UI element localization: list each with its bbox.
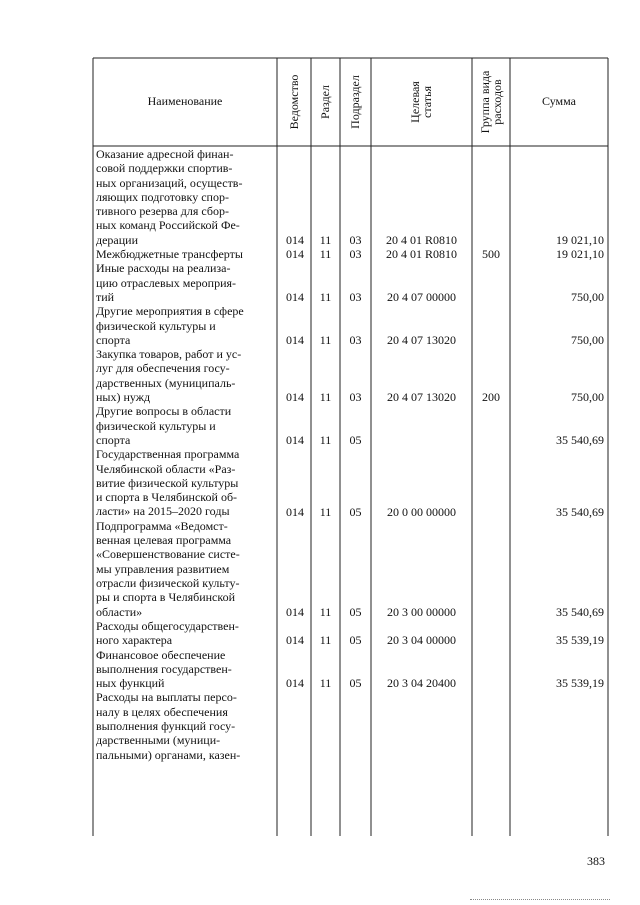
row-name-line: ных) нужд <box>96 390 151 405</box>
row-name-line: области» <box>96 604 143 619</box>
header-target-article: Целевая статья <box>408 81 434 123</box>
cell-subsection: 05 <box>349 633 362 648</box>
cell-section: 11 <box>319 290 332 304</box>
page-number: 383 <box>587 854 605 868</box>
cell-section: 11 <box>319 633 332 648</box>
row-name-line: и спорта в Челябинской об- <box>96 490 238 505</box>
cell-target-article: 20 4 07 00000 <box>387 290 456 304</box>
cell-department: 014 <box>286 290 304 304</box>
cell-department: 014 <box>286 433 304 447</box>
row-name-line: витие физической культуры <box>96 475 239 490</box>
row-name-line: ры и спорта в Челябинской <box>96 590 236 605</box>
row-name-line: Иные расходы на реализа- <box>96 261 231 276</box>
cell-section: 11 <box>319 390 332 405</box>
row-name <box>96 347 268 404</box>
row-name <box>96 648 268 691</box>
header-expense-group: Группа вида расходов <box>478 70 504 134</box>
cell-subsection: 03 <box>349 232 362 247</box>
row-name-line: отрасли физической культу- <box>96 575 240 590</box>
row-name-line: Расходы общегосударствен- <box>96 618 239 633</box>
row-name-line: дарственными (муници- <box>96 733 221 748</box>
cell-section: 11 <box>319 247 332 262</box>
row-name <box>96 519 268 619</box>
cell-expense-group: 200 <box>482 390 500 405</box>
cell-amount: 35 539,19 <box>556 633 604 648</box>
row-name-line: ных организаций, осуществ- <box>96 175 243 190</box>
cell-department: 014 <box>286 604 304 619</box>
cell-amount: 19 021,10 <box>556 232 604 247</box>
row-name <box>96 147 268 247</box>
cell-department: 014 <box>286 633 304 648</box>
row-name-line: венная целевая программа <box>96 533 232 548</box>
cell-amount: 35 540,69 <box>556 504 604 519</box>
cell-target-article: 20 4 01 R0810 <box>385 232 457 247</box>
row-name-line: луг для обеспечения госу- <box>96 361 230 376</box>
row-name-line: Закупка товаров, работ и ус- <box>96 347 242 362</box>
row-name-line: тий <box>96 289 115 304</box>
cell-department: 014 <box>286 504 304 519</box>
cell-target-article: 20 4 07 13020 <box>387 390 456 405</box>
row-name-line: Оказание адресной финан- <box>96 147 234 161</box>
cell-amount: 35 540,69 <box>556 604 604 619</box>
row-name-line: физической культуры и <box>96 318 216 333</box>
header-subsection: Подраздел <box>348 75 362 129</box>
row-name-line: ляющих подготовку спор- <box>96 189 229 204</box>
row-name-line: цию отраслевых мероприя- <box>96 275 237 290</box>
row-name-line: Государственная программа <box>96 447 240 462</box>
row-name-line: дерации <box>96 232 139 247</box>
row-name <box>96 247 268 261</box>
cell-target-article: 20 3 04 20400 <box>387 676 456 691</box>
cell-subsection: 03 <box>349 247 362 262</box>
row-name-line: спорта <box>96 432 131 447</box>
row-name-line: выполнения государствен- <box>96 661 232 676</box>
row-name <box>96 619 268 648</box>
row-name-line: Другие мероприятия в сфере <box>96 304 244 319</box>
cell-subsection: 05 <box>349 433 362 447</box>
row-name-line: физической культуры и <box>96 418 216 433</box>
cell-section: 11 <box>319 676 332 691</box>
cell-amount: 35 539,19 <box>556 676 604 691</box>
cell-target-article: 20 3 00 00000 <box>387 604 456 619</box>
row-name-line: спорта <box>96 332 131 347</box>
row-name-line: тивного резерва для сбор- <box>96 204 229 219</box>
cell-amount: 750,00 <box>571 290 604 304</box>
cell-expense-group: 500 <box>482 247 500 262</box>
row-name <box>96 447 268 518</box>
row-name-line: выполнения функций госу- <box>96 718 236 733</box>
cell-department: 014 <box>286 332 304 347</box>
cell-section: 11 <box>319 604 332 619</box>
cell-subsection: 05 <box>349 504 362 519</box>
cell-target-article: 20 3 04 00000 <box>387 633 456 648</box>
row-name-line: ного характера <box>96 633 173 648</box>
cell-subsection: 03 <box>349 332 362 347</box>
cell-department: 014 <box>286 247 304 262</box>
cell-department: 014 <box>286 390 304 405</box>
row-name-line: налу в целях обеспечения <box>96 704 228 719</box>
row-name-line: Финансовое обеспечение <box>96 647 226 662</box>
cell-amount: 19 021,10 <box>556 247 604 262</box>
row-name-line: ных команд Российской Фе- <box>96 218 240 233</box>
row-name-line: дарственных (муниципаль- <box>96 375 236 390</box>
row-name-line: ных функций <box>96 676 165 691</box>
cell-subsection: 03 <box>349 390 362 405</box>
cell-amount: 750,00 <box>571 332 604 347</box>
row-name-line: «Совершенствование систе- <box>96 547 240 562</box>
header-section: Раздел <box>318 85 332 119</box>
row-name-line: Подпрограмма «Ведомст- <box>96 518 228 533</box>
row-name <box>96 304 268 347</box>
cell-section: 11 <box>319 433 332 447</box>
footer-dotted-line <box>470 899 610 900</box>
row-name <box>96 690 268 761</box>
cell-target-article: 20 4 01 R0810 <box>385 247 457 262</box>
row-name <box>96 261 268 304</box>
row-name-line: Другие вопросы в области <box>96 404 232 419</box>
cell-amount: 750,00 <box>571 390 604 405</box>
header-amount: Сумма <box>542 94 576 108</box>
header-department: Ведомство <box>287 74 301 130</box>
row-name-line: совой поддержки спортив- <box>96 161 233 176</box>
cell-target-article: 20 0 00 00000 <box>387 504 456 519</box>
cell-section: 11 <box>319 232 332 247</box>
cell-department: 014 <box>286 676 304 691</box>
cell-department: 014 <box>286 232 304 247</box>
cell-subsection: 05 <box>349 604 362 619</box>
cell-section: 11 <box>319 504 332 519</box>
cell-target-article: 20 4 07 13020 <box>387 332 456 347</box>
row-name-line: пальными) органами, казен- <box>96 747 241 762</box>
header-name: Наименование <box>147 94 223 108</box>
row-name-line: Расходы на выплаты персо- <box>96 690 237 705</box>
row-name-line: Межбюджетные трансферты <box>96 247 243 262</box>
row-name-line: ласти» на 2015–2020 годы <box>96 504 230 519</box>
row-name-line: Челябинской области «Раз- <box>96 461 236 476</box>
cell-subsection: 03 <box>349 290 362 304</box>
cell-section: 11 <box>319 332 332 347</box>
row-name-line: мы управления развитием <box>96 561 230 576</box>
row-name <box>96 404 268 447</box>
cell-subsection: 05 <box>349 676 362 691</box>
cell-amount: 35 540,69 <box>556 433 604 447</box>
